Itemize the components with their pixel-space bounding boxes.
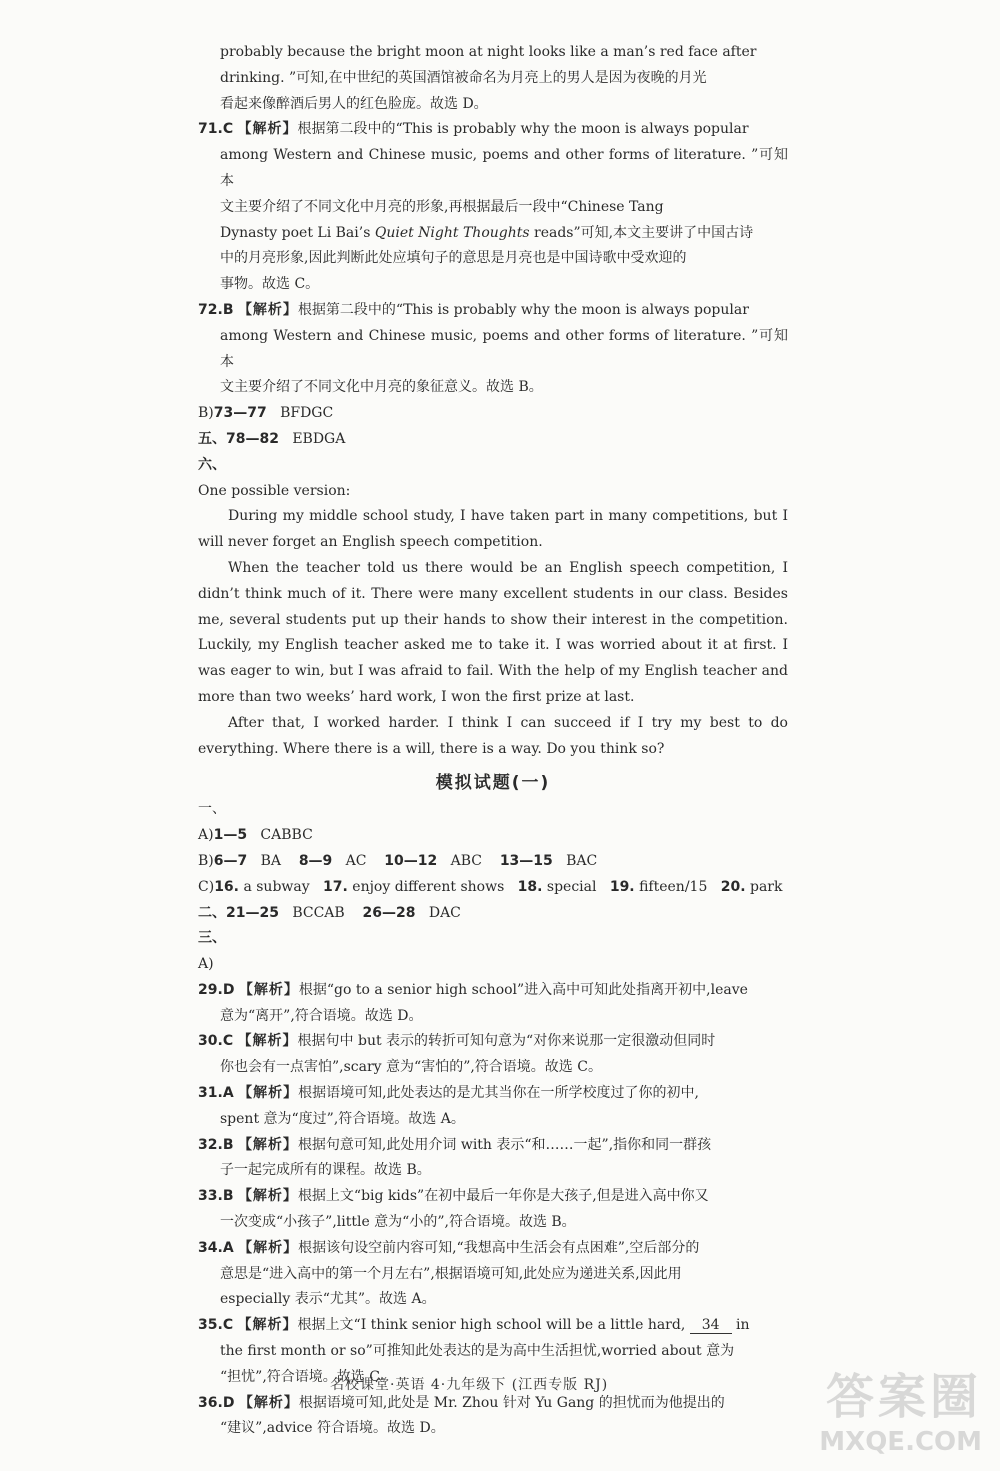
question-number: 30. bbox=[198, 1033, 223, 1050]
section-prefix: 二、 bbox=[198, 904, 226, 921]
answer-item-32 bbox=[198, 1133, 788, 1185]
answer-text: enjoy different shows bbox=[352, 878, 505, 895]
range-label: 21—25 bbox=[226, 904, 279, 921]
question-number: 17. bbox=[323, 878, 348, 895]
text-line: 文主要介绍了不同文化中月亮的象征意义。故选 B。 bbox=[220, 379, 543, 396]
answer-row-b bbox=[198, 849, 788, 875]
section-title: 模拟试题(一) bbox=[435, 773, 551, 794]
analysis-tag: 【解析】 bbox=[237, 1317, 298, 1334]
section-six-label: 六、 bbox=[198, 456, 226, 473]
answer-letter: D bbox=[222, 1394, 235, 1411]
analysis-tag: 【解析】 bbox=[238, 1085, 299, 1102]
answers: CABBC bbox=[260, 827, 313, 844]
analysis-tag: 【解析】 bbox=[237, 121, 298, 138]
analysis-text: 根据“go to a senior high school”进入高中可知此处指离开初中,leave bbox=[298, 981, 748, 998]
analysis-tag: 【解析】 bbox=[237, 1033, 298, 1050]
answer-row-73-77 bbox=[198, 401, 788, 427]
analysis-text: in bbox=[731, 1317, 750, 1334]
answer-text: special bbox=[546, 878, 597, 895]
watermark-url: MXQE.COM bbox=[819, 1427, 982, 1457]
essay-intro: One possible version: bbox=[198, 482, 351, 499]
text-line: 你也会有一点害怕”,scary 意为“害怕的”,符合语境。故选 C。 bbox=[220, 1059, 602, 1076]
answer-row-78-82 bbox=[198, 427, 788, 453]
text-line: 事物。故选 C。 bbox=[220, 276, 320, 293]
answers: BAC bbox=[566, 852, 598, 869]
text-line: 文主要介绍了不同文化中月亮的形象,再根据最后一段中“Chinese Tang bbox=[220, 198, 664, 215]
range-label: 8—9 bbox=[298, 852, 333, 869]
range-label: 6—7 bbox=[213, 852, 248, 869]
range-label: 10—12 bbox=[384, 852, 438, 869]
analysis-tag: 【解析】 bbox=[238, 1394, 299, 1411]
answer-letter: C bbox=[222, 1033, 234, 1050]
answer-item-34 bbox=[198, 1236, 788, 1313]
answer-row-two bbox=[198, 901, 788, 927]
answer-letter: C bbox=[222, 1317, 234, 1334]
text-line: 子一起完成所有的课程。故选 B。 bbox=[220, 1162, 431, 1179]
part-one-label: 一、 bbox=[198, 801, 226, 818]
question-number: 72. bbox=[198, 301, 223, 318]
answer-item-29 bbox=[198, 978, 788, 1030]
range-label: 13—15 bbox=[499, 852, 553, 869]
text-line: “建议”,advice 符合语境。故选 D。 bbox=[220, 1420, 445, 1437]
answer-text: park bbox=[749, 878, 783, 895]
analysis-text: 根据第二段中的“This is probably why the moon is always popular bbox=[297, 121, 749, 138]
answer-letter: A bbox=[222, 1085, 234, 1102]
question-number: 36. bbox=[198, 1394, 223, 1411]
text-line: probably because the bright moon at night looks like a man’s red face after bbox=[220, 44, 757, 60]
text-line: among Western and Chinese music, poems and other forms of literature. ”可知本 bbox=[220, 327, 788, 370]
answer-row-a bbox=[198, 823, 788, 849]
section-prefix: B) bbox=[198, 405, 214, 422]
question-number: 31. bbox=[198, 1085, 223, 1102]
answer-item-31 bbox=[198, 1081, 788, 1133]
section-prefix: 五、 bbox=[198, 430, 226, 447]
answer-letter: A bbox=[222, 1239, 234, 1256]
text-line: especially 表示“尤其”。故选 A。 bbox=[220, 1291, 436, 1308]
analysis-tag: 【解析】 bbox=[237, 301, 298, 318]
text-line: among Western and Chinese music, poems and other forms of literature. ”可知本 bbox=[220, 147, 788, 189]
question-number: 16. bbox=[214, 878, 239, 895]
part-three-a: A) bbox=[198, 956, 214, 973]
section-prefix: B) bbox=[198, 852, 214, 869]
range-label: 78—82 bbox=[226, 430, 279, 447]
text-line: spent 意为“度过”,符合语境。故选 A。 bbox=[220, 1110, 465, 1127]
question-number: 18. bbox=[517, 878, 543, 895]
essay-paragraph: During my middle school study, I have taken part in many competitions, but I will never forget an English speech competition. bbox=[198, 508, 788, 551]
analysis-text: 根据语境可知,此处表达的是尤其当你在一所学校度过了你的初中, bbox=[298, 1085, 700, 1102]
part-three-label: 三、 bbox=[198, 930, 226, 947]
text-line: 意思是“进入高中的第一个月左右”,根据语境可知,此处应为递进关系,因此用 bbox=[220, 1265, 682, 1282]
text-line: 看起来像醉酒后男人的红色脸庞。故选 D。 bbox=[220, 95, 488, 112]
answer-letter: B bbox=[222, 301, 234, 318]
section-prefix: C) bbox=[198, 878, 215, 895]
answer-item-36 bbox=[198, 1391, 788, 1443]
answer-page bbox=[198, 40, 788, 1442]
text-span: Dynasty poet Li Bai’s bbox=[220, 224, 375, 241]
text-line: 一次变成“小孩子”,little 意为“小的”,符合语境。故选 B。 bbox=[220, 1214, 576, 1231]
range-label: 26—28 bbox=[362, 904, 416, 921]
question-number: 20. bbox=[720, 878, 746, 895]
answer-text: a subway bbox=[243, 878, 310, 895]
question-number: 29. bbox=[198, 981, 223, 998]
answer-letter: C bbox=[222, 121, 234, 138]
range-label: 1—5 bbox=[213, 827, 248, 844]
analysis-text: 根据上文“big kids”在初中最后一年你是大孩子,但是进入高中你又 bbox=[297, 1188, 709, 1205]
answer-letter: B bbox=[222, 1188, 234, 1205]
answers: EBDGA bbox=[292, 430, 346, 447]
answer-row-c bbox=[198, 875, 788, 901]
answer-item-33 bbox=[198, 1184, 788, 1236]
answers: DAC bbox=[428, 904, 461, 921]
text-span: reads”可知,本文主要讲了中国古诗 bbox=[529, 224, 754, 241]
question-number: 34. bbox=[198, 1239, 223, 1256]
text-line: “担忧”,符合语境。故选 C。 bbox=[220, 1368, 394, 1385]
answer-letter: B bbox=[222, 1136, 234, 1153]
text-line: drinking. ”可知,在中世纪的英国酒馆被命名为月亮上的男人是因为夜晚的月光 bbox=[220, 69, 707, 86]
text-line: the first month or so”可推知此处表达的是为高中生活担忧,worried about 意为 bbox=[220, 1343, 735, 1360]
question-number: 32. bbox=[198, 1136, 223, 1153]
question-number: 35. bbox=[198, 1317, 223, 1334]
answer-71 bbox=[198, 117, 788, 143]
essay-paragraph: When the teacher told us there would be an English speech competition, I didn’t think much of it. There were many excellent students in our class. Besides me, several students put up their hands to show their interest in the competition. Luckily, my English teacher asked me to take it. I was worried about it at first. I was eager to win, but I was afraid to fail. With the help of my English teacher and more than two weeks’ hard work, I won the first prize at last. bbox=[198, 559, 788, 705]
answers: BFDGC bbox=[280, 405, 334, 422]
question-number: 33. bbox=[198, 1188, 223, 1205]
analysis-text: 根据该句设空前内容可知,“我想高中生活会有点困难”,空后部分的 bbox=[298, 1239, 700, 1256]
answers: ABC bbox=[450, 852, 482, 869]
answers: BCCAB bbox=[292, 904, 345, 921]
analysis-text: 根据语境可知,此处是 Mr. Zhou 针对 Yu Gang 的担忧而为他提出的 bbox=[298, 1394, 725, 1411]
blank-34: 34 bbox=[690, 1317, 732, 1334]
section-prefix: A) bbox=[198, 827, 214, 844]
answer-item-30 bbox=[198, 1029, 788, 1081]
text-line bbox=[198, 221, 788, 247]
poem-title: Quiet Night Thoughts bbox=[374, 224, 530, 241]
answers: BA bbox=[260, 852, 281, 869]
question-number: 19. bbox=[609, 878, 635, 895]
analysis-tag: 【解析】 bbox=[238, 981, 299, 998]
text-line: 中的月亮形象,因此判断此处应填句子的意思是月亮也是中国诗歌中受欢迎的 bbox=[220, 250, 687, 267]
answers: AC bbox=[345, 852, 367, 869]
analysis-tag: 【解析】 bbox=[237, 1188, 298, 1205]
page-footer: 名校课堂·英语 4·九年级下 (江西专版 RJ) bbox=[330, 1377, 609, 1393]
answer-letter: D bbox=[222, 981, 235, 998]
analysis-text: 根据上文“I think senior high school will be a little hard, bbox=[297, 1317, 690, 1334]
analysis-text: 根据第二段中的“This is probably why the moon is always popular bbox=[297, 301, 749, 318]
watermark-logo bbox=[792, 1358, 982, 1457]
question-number: 71. bbox=[198, 121, 223, 138]
text-line: 意为“离开”,符合语境。故选 D。 bbox=[220, 1007, 423, 1024]
answer-text: fifteen/15 bbox=[639, 878, 708, 895]
analysis-tag: 【解析】 bbox=[237, 1136, 298, 1153]
watermark-text: 答案圈 bbox=[825, 1369, 982, 1425]
analysis-tag: 【解析】 bbox=[238, 1239, 299, 1256]
analysis-text: 根据句中 but 表示的转折可知句意为“对你来说那一定很激动但同时 bbox=[297, 1033, 716, 1050]
essay-paragraph: After that, I worked harder. I think I can succeed if I try my best to do everything. Where there is a will, there is a way. Do you think so? bbox=[198, 714, 788, 757]
analysis-text: 根据句意可知,此处用介词 with 表示“和……一起”,指你和同一群孩 bbox=[297, 1136, 712, 1153]
answer-72 bbox=[198, 298, 788, 324]
range-label: 73—77 bbox=[213, 405, 267, 422]
